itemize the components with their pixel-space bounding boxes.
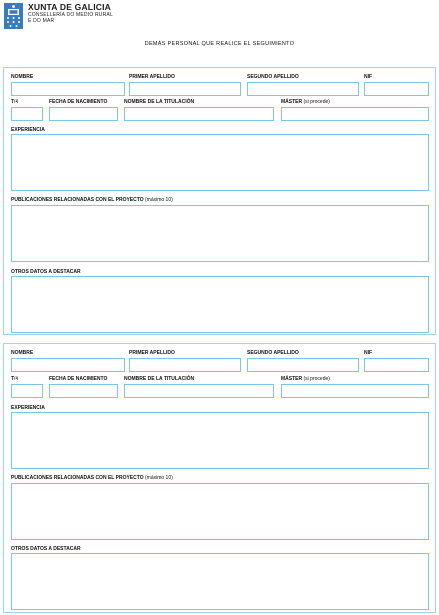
experiencia-field[interactable] <box>11 134 429 191</box>
publicaciones-field[interactable] <box>11 205 429 262</box>
label-master: MÁSTER (si procede) <box>281 99 330 105</box>
primer-apellido-field[interactable] <box>129 82 241 96</box>
label-experiencia: EXPERIENCIA <box>11 405 45 411</box>
label-experiencia: EXPERIENCIA <box>11 127 45 133</box>
primer-apellido-field[interactable] <box>129 358 241 372</box>
t-field[interactable] <box>11 107 43 121</box>
label-t: $T^{(1)}$ <box>11 99 19 105</box>
label-publicaciones: PUBLICACIONES RELACIONADAS CON EL PROYECTO (máximo 10) <box>11 197 173 203</box>
department-line-2: E DO MAR <box>28 18 55 24</box>
t-field[interactable] <box>11 384 43 398</box>
label-fecha-nacimiento: FECHA DE NACIMIENTO <box>49 376 108 382</box>
master-field[interactable] <box>281 384 429 398</box>
label-otros-datos: OTROS DATOS A DESTACAR <box>11 546 81 552</box>
org-name: XUNTA DE GALICIA <box>28 2 112 12</box>
label-otros-datos: OTROS DATOS A DESTACAR <box>11 269 81 275</box>
department-line-1: CONSELLERÍA DO MEDIO RURAL <box>28 12 113 18</box>
header <box>4 2 113 34</box>
nombre-field[interactable] <box>11 82 125 96</box>
label-nif: NIF <box>364 74 373 80</box>
label-master: MÁSTER (si procede) <box>281 376 330 382</box>
label-publicaciones: PUBLICACIONES RELACIONADAS CON EL PROYECTO (máximo 10) <box>11 475 173 481</box>
label-nif: NIF <box>364 350 373 356</box>
xunta-coat-of-arms-icon <box>4 3 23 29</box>
label-nombre: NOMBRE <box>11 74 34 80</box>
document-title: DEMÁS PERSONAL QUE REALICE EL SEGUIMIENTO <box>144 41 295 47</box>
segundo-apellido-field[interactable] <box>247 358 359 372</box>
publicaciones-field[interactable] <box>11 483 429 540</box>
label-fecha-nacimiento: FECHA DE NACIMIENTO <box>49 99 108 105</box>
nif-field[interactable] <box>364 82 429 96</box>
fecha-nacimiento-field[interactable] <box>49 384 118 398</box>
nombre-titulacion-field[interactable] <box>124 384 274 398</box>
label-t: $T^{(1)}$ <box>11 376 19 382</box>
fecha-nacimiento-field[interactable] <box>49 107 118 121</box>
label-segundo-apellido: SEGUNDO APELLIDO <box>247 74 299 80</box>
otros-datos-field[interactable] <box>11 553 429 610</box>
label-segundo-apellido: SEGUNDO APELLIDO <box>247 350 299 356</box>
personnel-section-2 <box>3 343 436 613</box>
personnel-section-1 <box>3 67 436 335</box>
nombre-titulacion-field[interactable] <box>124 107 274 121</box>
label-nombre: NOMBRE <box>11 350 34 356</box>
org-block <box>28 2 113 24</box>
nombre-field[interactable] <box>11 358 125 372</box>
nif-field[interactable] <box>364 358 429 372</box>
segundo-apellido-field[interactable] <box>247 82 359 96</box>
experiencia-field[interactable] <box>11 412 429 469</box>
label-nombre-titulacion: NOMBRE DE LA TITULACIÓN <box>124 376 195 382</box>
label-primer-apellido: PRIMER APELLIDO <box>129 74 175 80</box>
master-field[interactable] <box>281 107 429 121</box>
label-primer-apellido: PRIMER APELLIDO <box>129 350 175 356</box>
otros-datos-field[interactable] <box>11 276 429 333</box>
label-nombre-titulacion: NOMBRE DE LA TITULACIÓN <box>124 99 195 105</box>
